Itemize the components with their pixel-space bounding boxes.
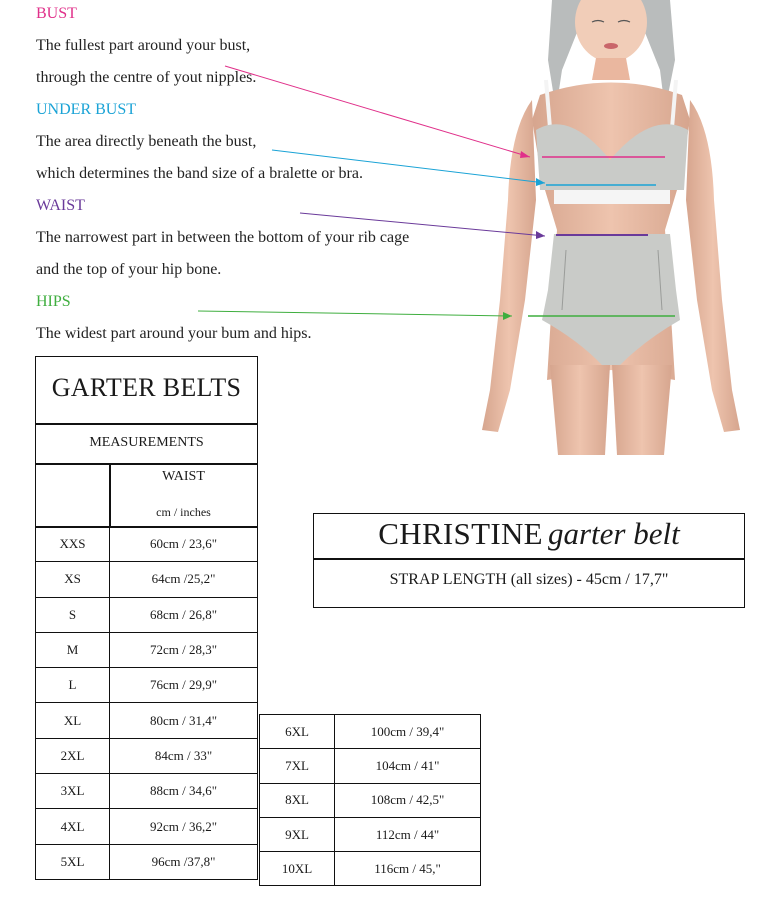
size-cell: XS xyxy=(36,562,110,597)
size-cell: 8XL xyxy=(260,783,335,817)
waist-cell: 72cm / 28,3" xyxy=(110,632,258,667)
waist-cell: 108cm / 42,5" xyxy=(335,783,481,817)
bust-heading: BUST xyxy=(36,5,77,22)
size-cell: 6XL xyxy=(260,715,335,749)
under-bust-desc-1: The area directly beneath the bust, xyxy=(36,133,257,150)
waist-cell: 100cm / 39,4" xyxy=(335,715,481,749)
waist-cell: 104cm / 41" xyxy=(335,749,481,783)
table-row xyxy=(260,749,481,783)
waist-cell: 64cm /25,2" xyxy=(110,562,258,597)
strap-length-box xyxy=(313,558,745,608)
table-row xyxy=(260,817,481,851)
waist-cell: 80cm / 31,4" xyxy=(110,703,258,738)
waist-header-cell xyxy=(109,463,258,528)
product-name: CHRISTINE xyxy=(378,516,543,551)
product-title-box xyxy=(313,513,745,560)
table-row xyxy=(36,703,258,738)
table-row xyxy=(36,844,258,879)
units-label: cm / inches xyxy=(156,505,211,519)
waist-cell: 60cm / 23,6" xyxy=(110,527,258,562)
size-cell: 9XL xyxy=(260,817,335,851)
under-bust-desc-2: which determines the band size of a bralette or bra. xyxy=(36,165,363,182)
waist-cell: 112cm / 44" xyxy=(335,817,481,851)
table-title: GARTER BELTS xyxy=(51,373,242,402)
size-cell: 7XL xyxy=(260,749,335,783)
measurements-label: MEASUREMENTS xyxy=(89,435,204,450)
table-row xyxy=(260,852,481,886)
waist-cell: 88cm / 34,6" xyxy=(110,774,258,809)
table-row xyxy=(36,632,258,667)
table-row xyxy=(36,774,258,809)
table-row xyxy=(36,562,258,597)
size-cell: 2XL xyxy=(36,738,110,773)
waist-cell: 96cm /37,8" xyxy=(110,844,258,879)
waist-cell: 76cm / 29,9" xyxy=(110,668,258,703)
waist-desc-1: The narrowest part in between the bottom of your rib cage xyxy=(36,229,410,246)
table-row xyxy=(36,668,258,703)
table-row xyxy=(260,783,481,817)
bust-desc-2: through the centre of yout nipples. xyxy=(36,69,257,86)
waist-cell: 92cm / 36,2" xyxy=(110,809,258,844)
table-row xyxy=(36,809,258,844)
size-cell: XL xyxy=(36,703,110,738)
product-name-script: garter belt xyxy=(547,516,680,551)
size-cell: L xyxy=(36,668,110,703)
size-header-cell xyxy=(35,463,111,528)
size-cell: 5XL xyxy=(36,844,110,879)
size-cell: 4XL xyxy=(36,809,110,844)
waist-cell: 84cm / 33" xyxy=(110,738,258,773)
size-table-extended xyxy=(259,714,481,886)
waist-heading: WAIST xyxy=(36,197,85,214)
table-row xyxy=(36,738,258,773)
size-cell: M xyxy=(36,632,110,667)
waist-column-label: WAIST xyxy=(162,469,205,484)
waist-desc-2: and the top of your hip bone. xyxy=(36,261,222,278)
size-cell: 10XL xyxy=(260,852,335,886)
table-row xyxy=(36,597,258,632)
hips-heading: HIPS xyxy=(36,293,71,310)
under-bust-heading: UNDER BUST xyxy=(36,101,137,118)
size-cell: S xyxy=(36,597,110,632)
waist-cell: 116cm / 45," xyxy=(335,852,481,886)
table-row xyxy=(260,715,481,749)
waist-cell: 68cm / 26,8" xyxy=(110,597,258,632)
hips-desc-1: The widest part around your bum and hips. xyxy=(36,325,312,342)
size-table xyxy=(35,526,258,880)
bust-desc-1: The fullest part around your bust, xyxy=(36,37,251,54)
measurements-cell xyxy=(35,423,258,465)
size-cell: 3XL xyxy=(36,774,110,809)
table-title-cell xyxy=(35,356,258,425)
size-cell: XXS xyxy=(36,527,110,562)
table-row xyxy=(36,527,258,562)
strap-length: STRAP LENGTH (all sizes) - 45cm / 17,7" xyxy=(389,571,669,588)
